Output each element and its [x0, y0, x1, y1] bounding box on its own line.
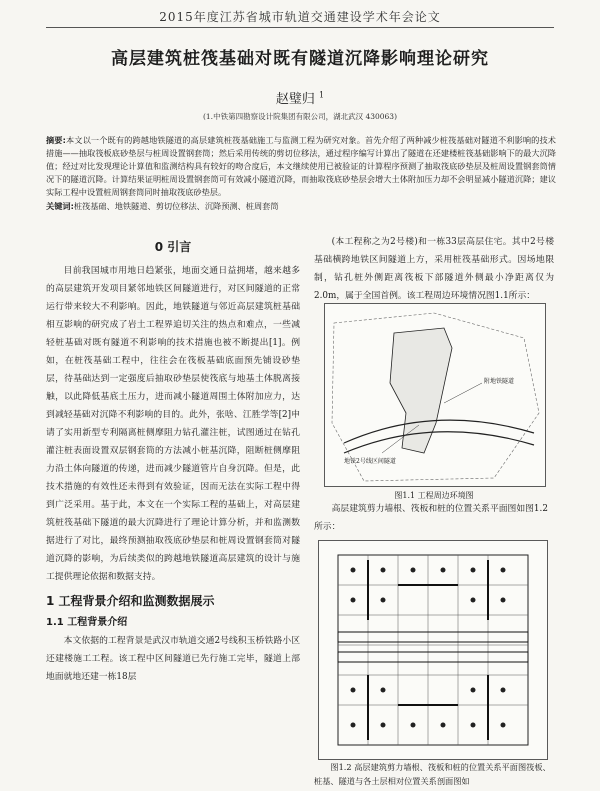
figure-1-caption: 图1.1 工程周边环境图	[394, 491, 474, 500]
header-rule	[46, 27, 554, 28]
figure-1-site-plan	[324, 303, 546, 487]
author-note: 1	[319, 90, 325, 100]
keywords-text: 桩筏基础、地铁隧道、剪切位移法、沉降预测、桩周套筒	[73, 201, 279, 211]
figure-2-intro: 高层建筑剪力墙根、筏板和桩的位置关系平面图如图1.2所示：	[314, 504, 548, 532]
abstract-label: 摘要:	[46, 135, 66, 145]
figure-2-plan	[318, 540, 548, 760]
section1-1-heading: 1.1 工程背景介绍	[46, 617, 128, 628]
fig1-tunnel-label: 地铁2号线区间隧道	[344, 458, 396, 465]
intro-paragraph: 目前我国城市用地日趋紧张，地面交通日益拥堵，越来越多的高层建筑开发项目紧邻地铁区间隧道进行，对区间隧道的正常运行带来较大不利影响。因此，地铁隧道与邻近高层建筑桩基础相互影响的研究成了岩土工程界追切关注的热点和难点，一些减轻桩基础对既有隧道不利影响的技术措施也被不断提出[1]。例如，在桩筏基础工程中，往往会在筏板基础底面预先铺设砂垫层，待基础达到一定强度后抽取砂垫层使筏底与地基土体脱离接触，以此降低基底土压力，进而减小隧道周围土体附加应力，达到减轻基础对沉降不利影响的目的。此外，张啥、江胜学等[2]申请了实用新型专利隔离桩侧摩阻力钻孔灌注桩，试图通过在钻孔灌注桩表面设置双层钢套筒的方法减小桩基沉降，阻断桩侧摩阻力沿土体向隧道的传递，进而减少隧道管片自身沉降。但是，此技术措施的有效性还未得到有效验证，因而无法在实际工程中得到广泛采用。基于此，本文在一个实际工程的基础上，对高层建筑桩筏基础下隧道的最大沉降进行了理论计算分析，并和监测数据进行了对比，最终预测抽取筏底砂垫层和桩周设置钢套筒对隧道沉降的影响，为后续类似的跨越地铁隧道高层建筑的设计与施工提供理论依据和数据支持。	[46, 266, 300, 582]
section1-heading: 1 工程背景介绍和监测数据展示	[46, 594, 215, 608]
keywords	[46, 200, 556, 213]
author	[0, 88, 600, 107]
section1-paragraph: 本文依据的工程背景是武汉市轨道交通2号线积玉桥铁路小区还建楼施工工程。该工程中区间隧道已先行施工完毕，隧道上部地面就地还建一栋18层	[46, 636, 300, 682]
abstract-block	[46, 134, 556, 213]
abstract	[46, 134, 556, 199]
right-intro-paragraph: (本工程称之为2号楼)和一栋33层高层住宅。其中2号楼基础横跨地铁区间隧道上方，采用桩筏基础形式。因场地限制，钻孔桩外侧距离筏板下部隧道外侧最小净距离仅为2.0m，属于全国首例。该工程周边环境情况图1.1所示：	[314, 237, 554, 301]
intro-heading: 0 引言	[154, 240, 192, 254]
affiliation: (1.中铁第四勘察设计院集团有限公司，湖北武汉 430063)	[202, 112, 398, 121]
left-column	[46, 238, 300, 686]
keywords-label: 关键词:	[46, 201, 74, 211]
figure-2-caption: 图1.2 高层建筑剪力墙根、筏板和桩的位置关系平面图筏板、桩基、隧道与各土层相对位置关系剖面图如	[314, 762, 551, 786]
running-header: 2015年度江苏省城市轨道交通建设学术年会论文	[159, 10, 441, 24]
author-name: 赵璧归	[275, 92, 315, 107]
paper-title: 高层建筑桩筏基础对既有隧道沉降影响理论研究	[111, 49, 489, 69]
fig1-building-label: 附地铁隧道	[484, 378, 515, 385]
right-column	[314, 233, 554, 305]
abstract-text: 本文以一个既有的跨越地铁隧道的高层建筑桩筏基础施工与监测工程为研究对象。首先介绍了两种减少桩筏基础对隧道不利影响的技术措施——抽取筏板底砂垫层与桩周设置钢套筒；然后采用传统的剪切位移法，通过程序编写计算出了隧道在还建楼桩筏基础影响下的最大沉降值；经过对比发现理论计算值和监测结构具有较好的吻合度后，本文继续使用已被验证的计算程序预测了抽取筏底砂垫层及桩周设置钢套筒情况下的隧道沉降。计算结果证明桩周设置钢套筒可有效减小隧道沉降，而抽取筏底砂垫层会增大土体附加压力却不会明显减小隧道沉降；建议实际工程中设置桩周钢套筒同时抽取筏底砂垫层。	[46, 135, 556, 197]
